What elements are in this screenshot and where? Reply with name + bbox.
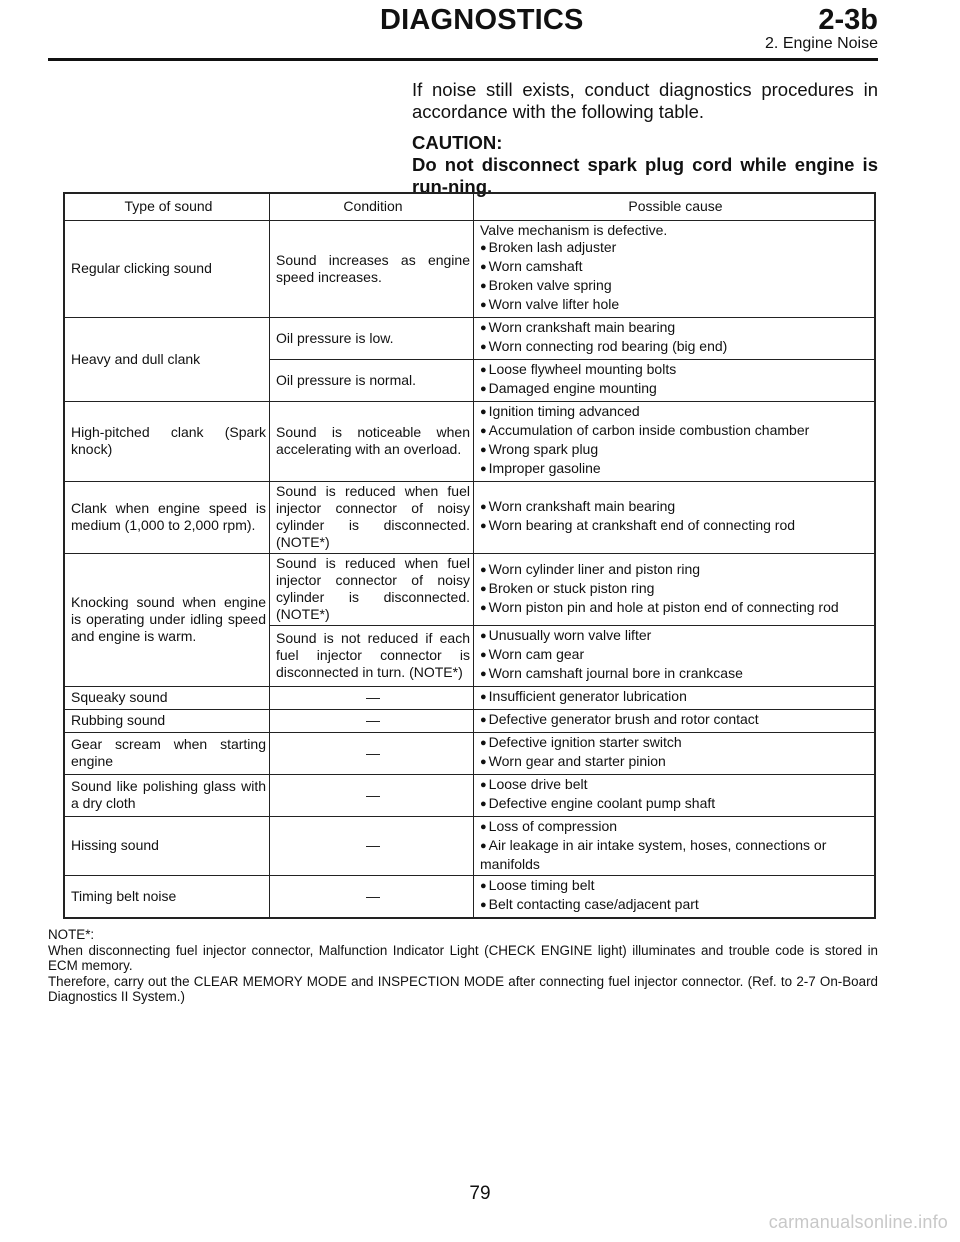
page-number: 79 [469, 1183, 491, 1204]
type-of-sound-cell: Gear scream when starting engine [64, 733, 270, 775]
header-rule [48, 58, 878, 61]
bullet-icon: ● [480, 668, 487, 680]
condition-cell: — [270, 817, 474, 876]
condition-cell: Sound is not reduced if each fuel injector connector is disconnected in turn. (NOTE*) [270, 626, 474, 687]
bullet-icon: ● [480, 444, 487, 456]
page-title: DIAGNOSTICS [380, 4, 584, 36]
condition-cell: Oil pressure is normal. [270, 360, 474, 402]
cause-text: Wrong spark plug [488, 441, 599, 457]
caution-text: Do not disconnect spark plug cord while engine is run-ning. [412, 154, 878, 197]
note-line-1: When disconnecting fuel injector connector, Malfunction Indicator Light (CHECK ENGINE light) illuminates and trouble code is stored in ECM memory. [48, 942, 878, 973]
table-row [64, 733, 875, 775]
table-row [64, 710, 875, 733]
bullet-icon: ● [480, 601, 487, 614]
cause-item [480, 665, 871, 684]
type-of-sound-cell: Regular clicking sound [64, 221, 270, 318]
possible-cause-cell [474, 554, 876, 626]
cause-text: Worn connecting rod bearing (big end) [488, 338, 728, 354]
type-of-sound-cell: Rubbing sound [64, 710, 270, 733]
condition-cell: Sound increases as engine speed increases. [270, 221, 474, 318]
section-subtitle: 2. Engine Noise [765, 35, 878, 52]
possible-cause-cell [474, 402, 876, 482]
condition-cell: Sound is reduced when fuel injector connector of noisy cylinder is disconnected. (NOTE*) [270, 554, 474, 626]
cause-item [480, 837, 871, 873]
cause-text: Worn crankshaft main bearing [488, 498, 676, 514]
condition-cell: Oil pressure is low. [270, 318, 474, 360]
cause-text: Worn piston pin and hole at piston end of connecting rod [488, 598, 839, 615]
table-row [64, 221, 875, 318]
table-row [64, 687, 875, 710]
cause-text: Loose flywheel mounting bolts [488, 361, 677, 377]
page-header [48, 0, 878, 62]
bullet-icon: ● [480, 756, 487, 768]
cause-item [480, 380, 871, 399]
cause-text: Loose drive belt [488, 776, 588, 792]
bullet-icon: ● [480, 798, 487, 810]
cause-text: Insufficient generator lubrication [488, 688, 687, 704]
bullet-icon: ● [480, 691, 487, 703]
cause-item [480, 753, 871, 772]
diagnostics-table [63, 192, 876, 919]
table-row [64, 554, 875, 626]
table-row [64, 817, 875, 876]
possible-cause-cell [474, 710, 876, 733]
cause-text: Defective ignition starter switch [488, 734, 682, 750]
type-of-sound-cell: Hissing sound [64, 817, 270, 876]
bullet-icon: ● [480, 261, 487, 273]
cause-item [480, 896, 871, 915]
cause-item [480, 818, 871, 837]
cause-item [480, 688, 871, 707]
cause-item [480, 711, 871, 730]
table-row [64, 775, 875, 817]
possible-cause-cell [474, 626, 876, 687]
cause-text: Defective engine coolant pump shaft [488, 795, 716, 811]
header-possible-cause: Possible cause [474, 193, 876, 221]
condition-cell: — [270, 733, 474, 775]
cause-text: Broken valve spring [488, 277, 612, 293]
cause-item [480, 441, 871, 460]
bullet-icon: ● [480, 630, 487, 642]
possible-cause-cell [474, 876, 876, 919]
cause-item [480, 877, 871, 896]
cause-item [480, 277, 871, 296]
possible-cause-cell [474, 482, 876, 554]
bullet-icon: ● [480, 242, 487, 254]
intro-text: If noise still exists, conduct diagnostics procedures in accordance with the following table. [412, 79, 878, 122]
watermark: carmanualsonline.info [768, 1212, 948, 1232]
cause-text: Worn cylinder liner and piston ring [488, 560, 701, 577]
header-condition: Condition [270, 193, 474, 221]
bullet-icon: ● [480, 383, 487, 395]
bullet-icon: ● [480, 463, 487, 475]
table-row [64, 402, 875, 482]
cause-item [480, 776, 871, 795]
cause-item [480, 422, 871, 441]
cause-text: Ignition timing advanced [488, 403, 640, 419]
condition-cell: — [270, 710, 474, 733]
cause-text: Worn gear and starter pinion [488, 753, 666, 769]
condition-cell: — [270, 876, 474, 919]
table-row [64, 876, 875, 919]
bullet-icon: ● [480, 425, 487, 437]
cause-text: Worn camshaft [488, 258, 583, 274]
cause-text: Belt contacting case/adjacent part [488, 896, 699, 912]
cause-item [480, 646, 871, 665]
cause-item [480, 498, 871, 517]
bullet-icon: ● [480, 649, 487, 661]
bullet-icon: ● [480, 280, 487, 292]
cause-text: Air leakage in air intake system, hoses, connections or manifolds [480, 837, 827, 872]
cause-item [480, 319, 871, 338]
cause-item [480, 338, 871, 357]
note-line-2: Therefore, carry out the CLEAR MEMORY MODE and INSPECTION MODE after connecting fuel injector connector. (Ref. to 2-7 On-Board Diagnostics II System.) [48, 973, 878, 1004]
bullet-icon: ● [480, 821, 487, 833]
cause-text: Broken or stuck piston ring [488, 579, 655, 596]
cause-text: Worn cam gear [488, 646, 585, 662]
note-label: NOTE*: [48, 927, 95, 942]
cause-item [480, 795, 871, 814]
header-type-of-sound: Type of sound [64, 193, 270, 221]
condition-cell: Sound is noticeable when accelerating with an overload. [270, 402, 474, 482]
cause-item [480, 258, 871, 277]
cause-item [480, 361, 871, 380]
caution-heading: CAUTION: [412, 132, 503, 153]
bullet-icon: ● [480, 520, 487, 532]
type-of-sound-cell: Knocking sound when engine is operating under idling speed and engine is warm. [64, 554, 270, 687]
table-header-row [64, 193, 875, 221]
cause-text: Worn camshaft journal bore in crankcase [488, 665, 743, 681]
cause-text: Improper gasoline [488, 460, 601, 476]
bullet-icon: ● [480, 364, 487, 376]
cause-text: Worn valve lifter hole [488, 296, 620, 312]
cause-item [480, 403, 871, 422]
cause-text: Accumulation of carbon inside combustion chamber [488, 422, 810, 438]
cause-item [480, 734, 871, 753]
bullet-icon: ● [480, 322, 487, 334]
cause-text: Worn crankshaft main bearing [488, 319, 676, 335]
bullet-icon: ● [480, 840, 487, 852]
condition-cell: Sound is reduced when fuel injector connector of noisy cylinder is disconnected. (NOTE*) [270, 482, 474, 554]
note-section [48, 927, 878, 1005]
condition-cell: — [270, 775, 474, 817]
bullet-icon: ● [480, 582, 487, 595]
cause-text: Broken lash adjuster [488, 239, 617, 255]
possible-cause-cell [474, 817, 876, 876]
cause-item [480, 580, 871, 599]
cause-text: Loose timing belt [488, 877, 595, 893]
type-of-sound-cell: Sound like polishing glass with a dry cloth [64, 775, 270, 817]
type-of-sound-cell: Heavy and dull clank [64, 318, 270, 402]
possible-cause-cell [474, 318, 876, 360]
possible-cause-cell [474, 733, 876, 775]
table-row [64, 482, 875, 554]
cause-item [480, 517, 871, 536]
cause-text: Defective generator brush and rotor contact [488, 711, 759, 727]
bullet-icon: ● [480, 501, 487, 513]
bullet-icon: ● [480, 299, 487, 311]
possible-cause-cell [474, 687, 876, 710]
bullet-icon: ● [480, 563, 487, 576]
section-code: 2-3b [818, 4, 878, 36]
possible-cause-cell [474, 221, 876, 318]
intro-section [412, 79, 878, 198]
bullet-icon: ● [480, 880, 487, 892]
possible-cause-cell [474, 775, 876, 817]
cause-text: Damaged engine mounting [488, 380, 657, 396]
table-row [64, 318, 875, 360]
cause-item [480, 627, 871, 646]
bullet-icon: ● [480, 341, 487, 353]
bullet-icon: ● [480, 899, 487, 911]
cause-item [480, 561, 871, 580]
cause-item [480, 239, 871, 258]
condition-cell: — [270, 687, 474, 710]
possible-cause-cell [474, 360, 876, 402]
cause-item [480, 599, 871, 618]
cause-text: Worn bearing at crankshaft end of connecting rod [488, 517, 796, 533]
bullet-icon: ● [480, 779, 487, 791]
type-of-sound-cell: Clank when engine speed is medium (1,000 to 2,000 rpm). [64, 482, 270, 554]
cause-text: Loss of compression [488, 818, 618, 834]
cause-intro: Valve mechanism is defective. [480, 222, 668, 238]
cause-item [480, 296, 871, 315]
type-of-sound-cell: High-pitched clank (Spark knock) [64, 402, 270, 482]
cause-text: Unusually worn valve lifter [488, 627, 652, 643]
bullet-icon: ● [480, 714, 487, 726]
bullet-icon: ● [480, 737, 487, 749]
type-of-sound-cell: Squeaky sound [64, 687, 270, 710]
cause-item [480, 460, 871, 479]
type-of-sound-cell: Timing belt noise [64, 876, 270, 919]
bullet-icon: ● [480, 406, 487, 418]
